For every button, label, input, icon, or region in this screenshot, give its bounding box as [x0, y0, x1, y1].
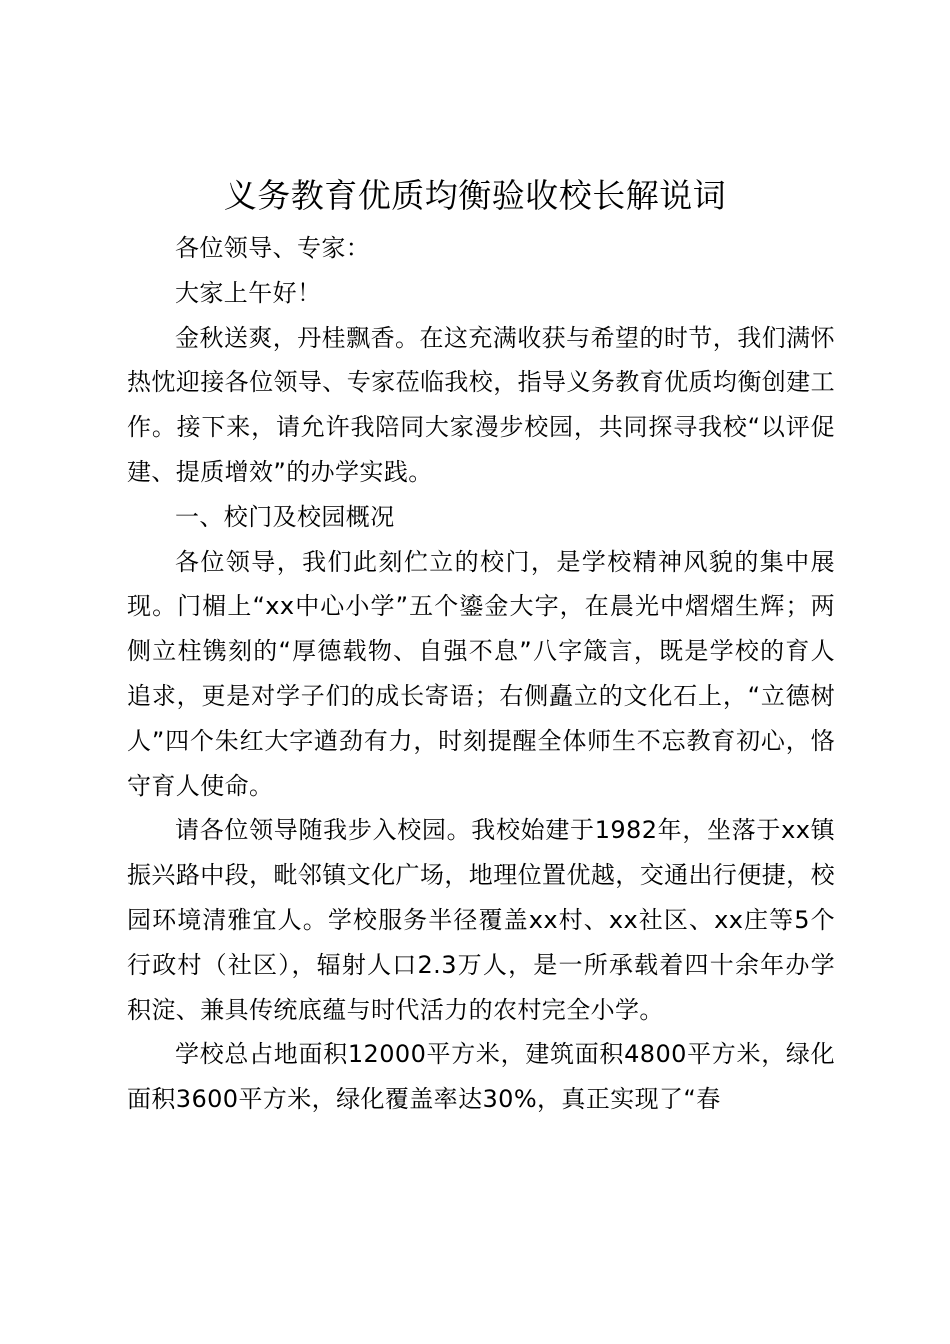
section-heading-gate: 一、校门及校园概况 — [175, 502, 395, 531]
intro-paragraph: 金秋送爽，丹桂飘香。在这充满收获与希望的时节，我们满怀热忱迎接各位领导、专家莅临我校，指导义务教育优质均衡创建工作。接下来，请允许我陪同大家漫步校园，共同探寻我校“以评促建、提质增效”的办学实践。 — [127, 323, 835, 486]
campus-overview-paragraph: 请各位领导随我步入校园。我校始建于1982年，坐落于xx镇振兴路中段，毗邻镇文化广场，地理位置优越，交通出行便捷，校园环境清雅宜人。学校服务半径覆盖xx村、xx社区、xx庄等5个行政村（社区），辐射人口2.3万人，是一所承载着四十余年办学积淀、兼具传统底蕴与时代活力的农村完全小学。 — [127, 816, 835, 1024]
greeting-salutation: 各位领导、专家： — [175, 234, 371, 262]
greeting-hello: 大家上午好！ — [175, 278, 322, 307]
campus-area-paragraph: 学校总占地面积12000平方米，建筑面积4800平方米，绿化面积3600平方米，绿化覆盖率达30%，真正实现了“春 — [127, 1040, 835, 1114]
document-title: 义务教育优质均衡验收校长解说词 — [223, 176, 727, 215]
gate-paragraph: 各位领导，我们此刻伫立的校门，是学校精神风貌的集中展现。门楣上“xx中心小学”五个鎏金大字，在晨光中熠熠生辉；两侧立柱镌刻的“厚德载物、自强不息”八字箴言，既是学校的育人追求，更是对学子们的成长寄语；右侧矗立的文化石上，“立德树人”四个朱红大字遒劲有力，时刻提醒全体师生不忘教育初心，恪守育人使命。 — [127, 547, 835, 800]
document-body — [127, 226, 835, 1122]
